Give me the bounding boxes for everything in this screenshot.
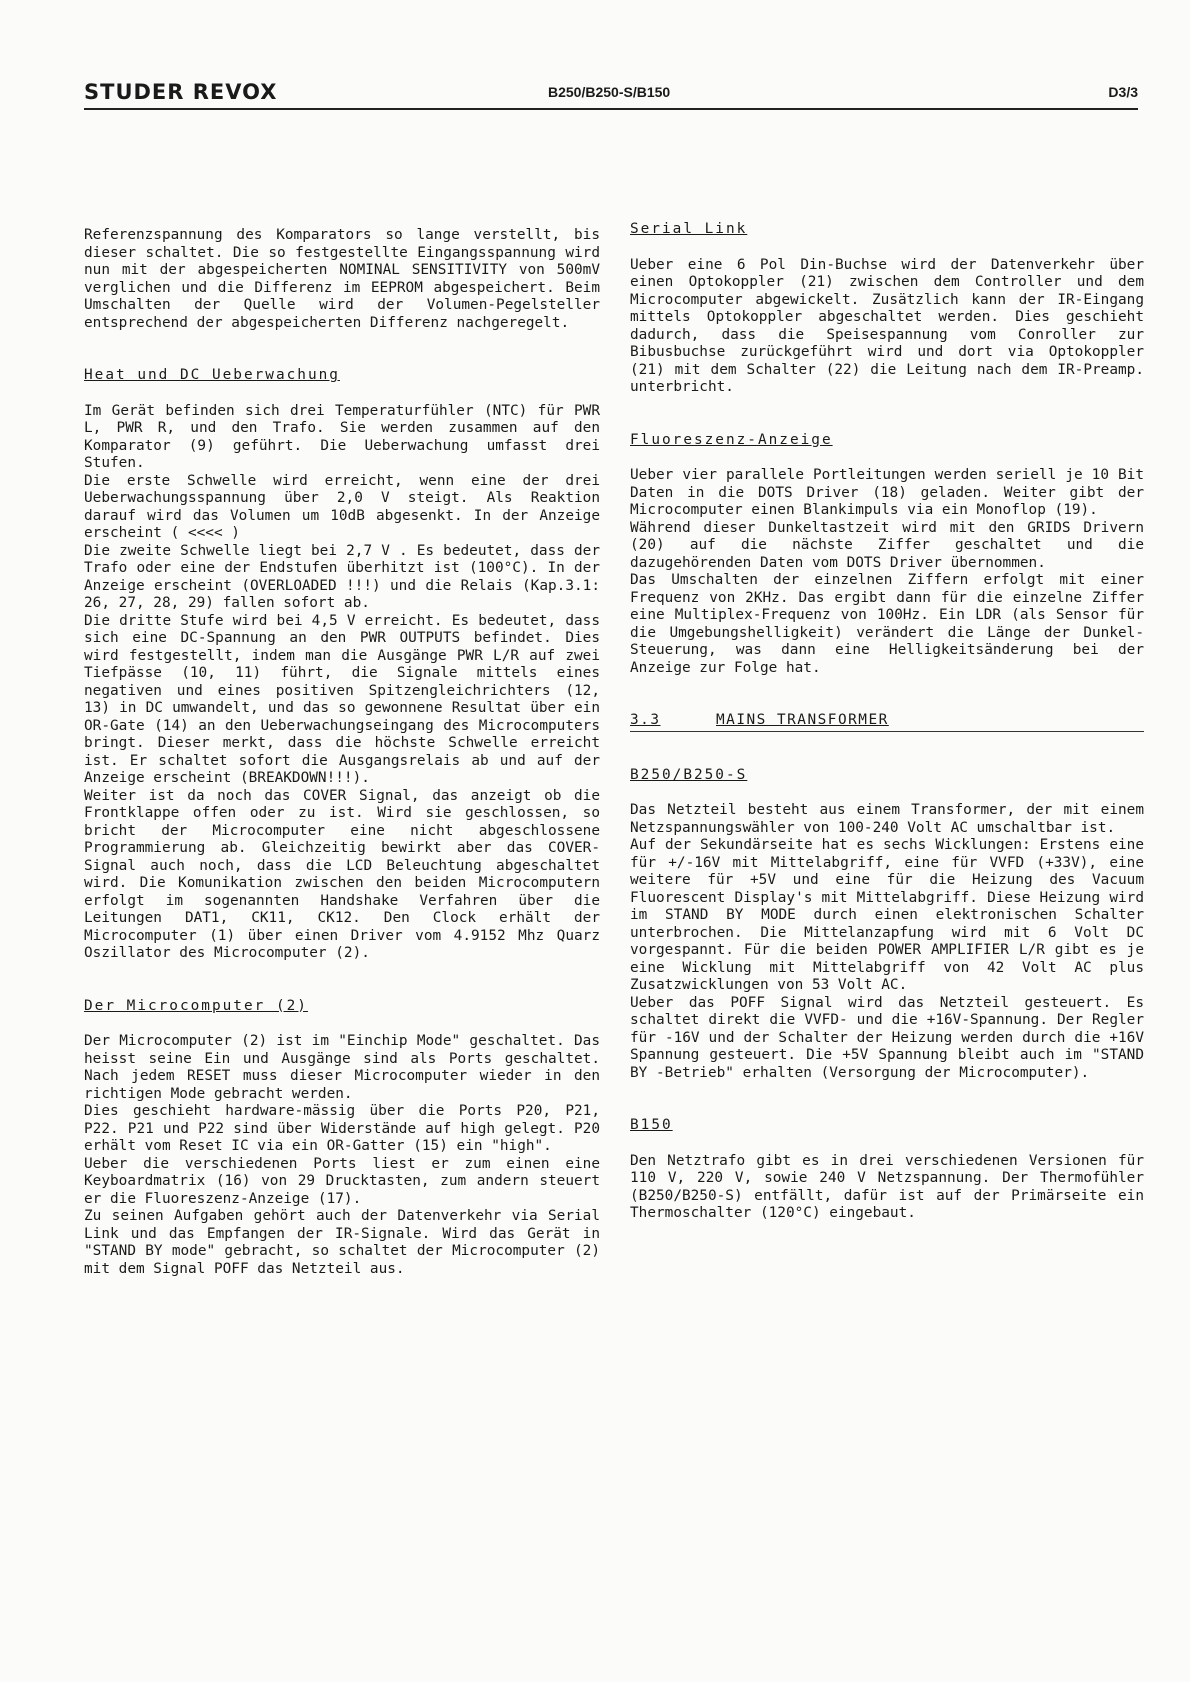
section-number: 3.3 <box>630 712 661 728</box>
model-label: B250/B250-S/B150 <box>548 84 671 100</box>
section-title-serial-link: Serial Link <box>630 221 748 237</box>
right-column <box>630 221 1144 1223</box>
header-rule <box>84 108 1138 110</box>
paragraph: Weiter ist da noch das COVER Signal, das anzeigt ob die Frontklappe offen oder zu ist. Wird sie geschlossen, so bricht der Microcomputer eine nicht abgeschlossene Programmierung ab. Gleichzeitig bewirkt aber das COVER-Signal auch noch, dass die LCD Beleuchtung abgeschaltet wird. Die Komunikation zwischen den beiden Microcomputern erfolgt im sogenannten Handshake Verfahren über die Leitungen DAT1, CK11, CK12. Den Clock erhält der Microcomputer (1) über einen Driver vom 4.9152 Mhz Quarz Oszillator des Microcomputer (2). <box>84 787 600 961</box>
paragraph: Auf der Sekundärseite hat es sechs Wicklungen: Erstens eine für +/-16V mit Mittelabgriff, eine für VVFD (+33V), eine weitere für +5V und eine für die Heizung des Vacuum Fluorescent Display's mit Mittelabgriff. Diese Heizung wird im STAND BY MODE durch einen elektronischen Schalter unterbrochen. Die Mittelanzapfung wird mit 6 Volt DC vorgespannt. Für die beiden POWER AMPLIFIER L/R gibt es je eine Wicklung mit Mittelabgriff von 42 Volt AC plus Zusatzwicklungen von 53 Volt AC. <box>630 837 1144 993</box>
paragraph: Während dieser Dunkeltastzeit wird mit den GRIDS Drivern (20) auf die nächste Ziffer geschaltet und die dazugehörenden Daten vom DOTS Driver übernommen. <box>630 519 1144 571</box>
section-title-b150: B150 <box>630 1117 673 1133</box>
paragraph: Die erste Schwelle wird erreicht, wenn eine der drei Ueberwachungsspannung über 2,0 V steigt. Als Reaktion darauf wird das Volumen um 10dB abgesenkt. In der Anzeige erscheint ( <<<< ) <box>84 472 600 541</box>
brand-logo: STUDER REVOX <box>84 80 278 104</box>
paragraph: Die dritte Stufe wird bei 4,5 V erreicht. Es bedeutet, dass sich eine DC-Spannung an den PWR OUTPUTS befindet. Dies wird festgestellt, indem man die Ausgänge PWR L/R auf zwei Tiefpässe (10, 11) führt, die Signale mittels eines negativen und eines positiven Spitzengleichrichters (12, 13) in DC umwandelt, und das so gewonnene Resultat über ein OR-Gate (14) an den Ueberwachungseingang des Microcomputers bringt. Dieser merkt, dass die höchste Schwelle erreicht ist. Er schaltet sofort die Ausgangsrelais ab und auf der Anzeige erscheint (BREAKDOWN!!!). <box>84 612 600 786</box>
paragraph: Ueber vier parallele Portleitungen werden seriell je 10 Bit Daten in die DOTS Driver (18) geladen. Weiter gibt der Microcomputer einen Blankimpuls via ein Monoflop (19). <box>630 467 1144 518</box>
left-column <box>84 227 600 1278</box>
paragraph: Ueber die verschiedenen Ports liest er zum einen eine Keyboardmatrix (16) von 29 Drucktasten, zum andern steuert er die Fluoreszenz-Anzeige (17). <box>84 1155 600 1207</box>
paragraph: Das Netzteil besteht aus einem Transformer, der mit einem Netzspannungswähler von 100-240 Volt AC umschaltbar ist. <box>630 802 1144 836</box>
section-title: MAINS TRANSFORMER <box>716 712 889 728</box>
paragraph: Im Gerät befinden sich drei Temperaturfühler (NTC) für PWR L, PWR R, und den Trafo. Sie werden zusammen auf den Komparator (9) geführt. Die Ueberwachung umfasst drei Stufen. <box>84 402 600 471</box>
section-title-mains-transformer <box>630 712 1144 732</box>
paragraph: Dies geschieht hardware-mässig über die Ports P20, P21, P22. P21 und P22 sind über Widerstände auf high gelegt. P20 erhält vom Reset IC via ein OR-Gatter (15) ein "high". <box>84 1103 600 1154</box>
section-title-heat: Heat und DC Ueberwachung <box>84 367 340 383</box>
paragraph: Ueber das POFF Signal wird das Netzteil gesteuert. Es schaltet direkt die VVFD- und die +16V-Spannung. Der Regler für -16V und der Schalter der Heizung werden durch die +16V Spannung gesteuert. Die +5V Spannung bleibt auch im "STAND BY -Betrieb" erhalten (Versorgung der Microcomputer). <box>630 994 1144 1081</box>
paragraph: Die zweite Schwelle liegt bei 2,7 V . Es bedeutet, dass der Trafo oder eine der Endstufen überhitzt ist (100°C). In der Anzeige erscheint (OVERLOADED !!!) und die Relais (Kap.3.1: 26, 27, 28, 29) fallen sofort ab. <box>84 542 600 611</box>
paragraph: Den Netztrafo gibt es in drei verschiedenen Versionen für 110 V, 220 V, sowie 240 V Netzspannung. Der Thermofühler (B250/B250-S) entfällt, dafür ist auf der Primärseite ein Thermoschalter (120°C) eingebaut. <box>630 1152 1144 1221</box>
paragraph: Zu seinen Aufgaben gehört auch der Datenverkehr via Serial Link und das Empfangen der IR-Signale. Wird das Gerät in "STAND BY mode" gebracht, so schaltet der Microcomputer (2) mit dem Signal POFF das Netzteil aus. <box>84 1208 600 1277</box>
section-title-microcomputer: Der Microcomputer (2) <box>84 997 308 1014</box>
page-number: D3/3 <box>1108 84 1138 100</box>
paragraph: Der Microcomputer (2) ist im "Einchip Mode" geschaltet. Das heisst seine Ein und Ausgänge sind als Ports geschaltet. Nach jedem RESET muss dieser Microcomputer wieder in den richtigen Mode gebracht werden. <box>84 1033 600 1102</box>
intro-paragraph: Referenzspannung des Komparators so lange verstellt, bis dieser schaltet. Die so festgestellte Eingangsspannung wird nun mit der abgespeicherten NOMINAL SENSITIVITY von 500mV verglichen und die Differenz im EEPROM abgespeichert. Beim Umschalten der Quelle wird der Volumen-Pegelsteller entsprechend der abgespeicherten Differenz nachgeregelt. <box>84 227 600 331</box>
section-title-fluoreszenz: Fluoreszenz-Anzeige <box>630 431 833 448</box>
paragraph: Das Umschalten der einzelnen Ziffern erfolgt mit einer Frequenz von 2KHz. Das ergibt dann für die einzelne Ziffer eine Multiplex-Frequenz von 100Hz. Ein LDR (als Sensor für die Umgebungshelligkeit) verändert die Länge der Dunkel-Steuerung, was dann eine Helligkeitsänderung bei der Anzeige zur Folge hat. <box>630 572 1144 676</box>
paragraph: Ueber eine 6 Pol Din-Buchse wird der Datenverkehr über einen Optokoppler (21) zwischen dem Controller und dem Microcomputer abgewickelt. Zusätzlich kann der IR-Eingang mittels Optokoppler abgeschaltet werden. Dies geschieht dadurch, dass die Speisespannung vom Conroller zur Bibusbuchse zurückgeführt wird und dort via Optokoppler (21) mit dem Schalter (22) die Leitung nach dem IR-Preamp. unterbricht. <box>630 256 1144 395</box>
section-title-b250: B250/B250-S <box>630 766 748 783</box>
page-header <box>84 80 1138 106</box>
